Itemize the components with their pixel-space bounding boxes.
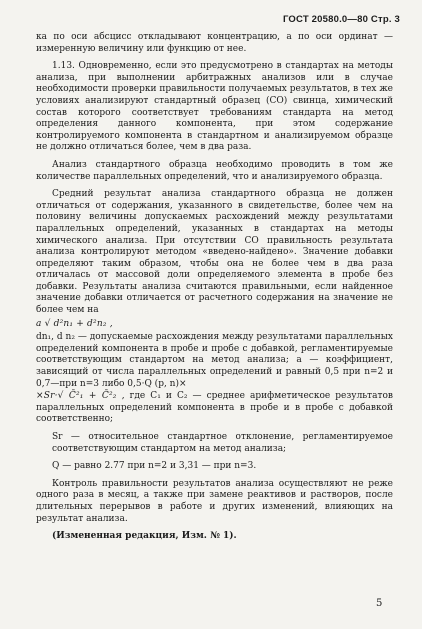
paragraph-c-definitions: , где C₁ и C₂ — среднее арифметическое результатов параллельных определений компонента в пробе и в пробе с добавкой соответственно; xyxy=(36,391,393,425)
formula-sr: ×Sr·√ C̄²₁ + C̄²₂ xyxy=(36,391,117,402)
document-body xyxy=(36,32,393,549)
paragraph-definitions: dn₁, d n₂ — допускаемые расхождения между результатами параллельных определений компонента в пробе и пробе с добавкой, регламентируемые соответствующим стандартом на метод анализа; a — коэффициент, зависящий от числа параллельных определений и равный 0,5 при n=2 и 0,7—при n=3 либо 0,5·Q (p, n)× xyxy=(36,332,393,389)
paragraph-1-13: 1.13. Одновременно, если это предусмотрено в стандартах на методы анализа, при выполнении арбитражных анализов или в случае необходимости проверки правильности получаемых результатов, в тех же условиях анализируют стандартный образец (СО) свинца, химический состав которого соответствует требованиям стандарта на метод определения данного компонента, при этом содержание контролируемого компонента в стандартном и анализируемом образце не должно отличаться более, чем в два раза. xyxy=(36,61,393,153)
page-number: 5 xyxy=(376,598,383,609)
paragraph-sr-definition: Sr — относительное стандартное отклонение, регламентируемое соответствующим стандартом на метод анализа; xyxy=(52,432,393,454)
paragraph-average-result: Средний результат анализа стандартного образца не должен отличаться от содержания, указанного в свидетельстве, более чем на половину величины допускаемых расхождений между результатами параллельных определений, указанных в стандартах на методы химического анализа. При отсутствии СО правильность результата анализа контролируют методом «введено-найдено». Значение добавки определяют таким образом, чтобы она не более чем в два раза отличалась от массовой доли определяемого элемента в пробе без добавки. Результаты анализа считаются правильными, если найденное значение добавки отличается от расчетного содержания на значение не более чем на xyxy=(36,189,393,316)
paragraph-control: Контроль правильности результатов анализа осуществляют не реже одного раза в месяц, а также при замене реактивов и растворов, после длительных перерывов в работе и других изменений, влияющих на результат анализа. xyxy=(36,478,393,524)
amendment-note: (Измененная редакция, Изм. № 1). xyxy=(52,531,237,542)
paragraph-q-definition: Q — равно 2.77 при n=2 и 3,31 — при n=3. xyxy=(52,461,257,472)
paragraph-continuation: ка по оси абсцисс откладывают концентрацию, а по оси ординат — измеренную величину или функцию от нее. xyxy=(36,32,393,54)
paragraph-standard-sample: Анализ стандартного образца необходимо проводить в том же количестве параллельных определений, что и анализируемого образца. xyxy=(36,159,393,182)
page-header: ГОСТ 20580.0—80 Стр. 3 xyxy=(282,14,400,25)
formula-tolerance: a √ d²n₁ + d²n₂ , xyxy=(36,318,113,329)
